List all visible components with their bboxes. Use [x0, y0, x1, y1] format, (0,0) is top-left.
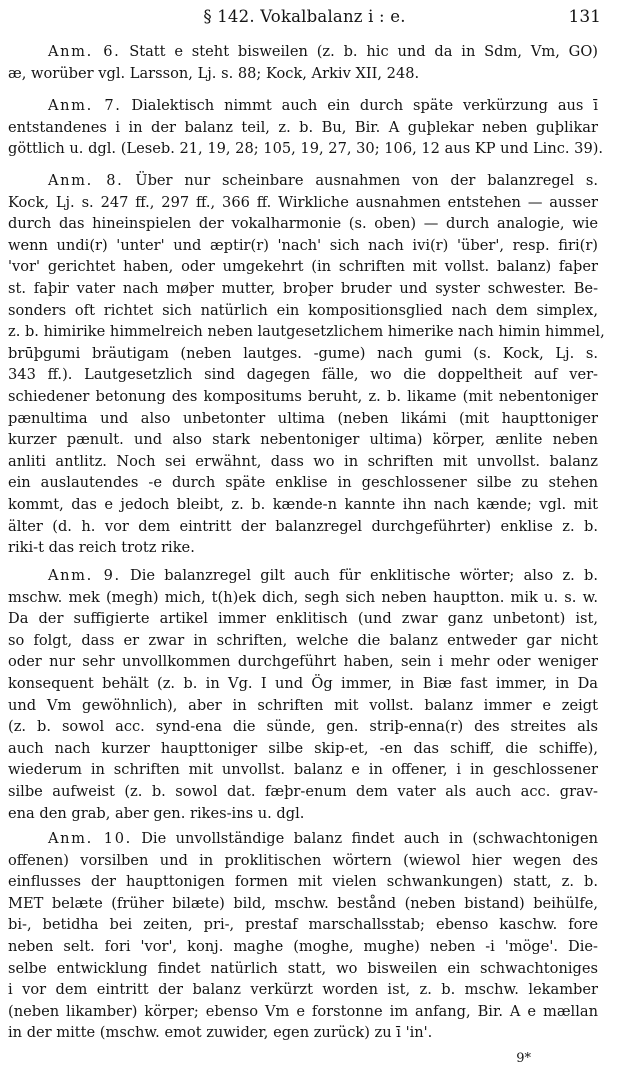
note-label: Anm. 9. [48, 567, 121, 584]
section-title: § 142. Vokalbalanz i : e. [203, 7, 406, 26]
note-line: älter (d. h. vor dem eintritt der balanzregel durchgeführter) enklise z. b. [8, 517, 598, 535]
note-line: Da der suffigierte artikel immer enklitisch (und zwar ganz unbetont) ist, [8, 610, 598, 628]
note-anm-7 [8, 95, 604, 160]
note-line: 343 ff.). Lautgesetzlich sind dagegen fälle, wo die doppeltheit auf ver- [8, 366, 598, 384]
note-line [8, 95, 598, 117]
signature-mark: 9* [516, 1051, 531, 1066]
note-line: wiederum in schriften mit unvollst. balanz e in offener, i in geschlossener [8, 761, 598, 779]
note-line: æ, worüber vgl. Larsson, Lj. s. 88; Kock, Arkiv XII, 248. [8, 64, 420, 82]
note-line: in der mitte (mschw. emot zuwider, egen zurück) zu ī 'in'. [8, 1024, 433, 1042]
note-line: (neben likamber) körper; ebenso Vm e forstonne im anfang, Bir. A e mællan [8, 1002, 598, 1020]
note-line: ein auslautendes -e durch späte enklise in geschlossener silbe zu stehen [8, 474, 598, 492]
running-head [8, 4, 601, 30]
note-line [8, 41, 598, 63]
note-anm-8 [8, 170, 605, 559]
page-number: 131 [568, 7, 601, 27]
note-line: pænultima und also unbetonter ultima (neben likámi (mit haupttoniger [8, 409, 598, 427]
note-line: selbe entwicklung findet natürlich statt, wo bisweilen ein schwachtoniges [8, 959, 598, 977]
note-label: Anm. 10. [48, 830, 132, 847]
note-line: oder nur sehr unvollkommen durchgeführt haben, sein i mehr oder weniger [8, 653, 598, 671]
note-line: riki-t das reich trotz rike. [8, 539, 195, 557]
note-line: i vor dem eintritt der balanz verkürzt worden ist, z. b. mschw. lekamber [8, 981, 598, 999]
note-line: und Vm gewöhnlich), aber in schriften mit vollst. balanz immer e zeigt [8, 696, 598, 714]
note-line: auch nach kurzer haupttoniger silbe skip-et, -en das schiff, die schiffe), [8, 739, 598, 757]
note-line: ena den grab, aber gen. rikes-ins u. dgl. [8, 804, 305, 822]
note-anm-10 [8, 828, 598, 1044]
note-line: schiedener betonung des kompositums beruht, z. b. likame (mit nebentoniger [8, 387, 598, 405]
note-line: einflusses der haupttonigen formen mit vielen schwankungen) statt, z. b. [8, 873, 598, 891]
note-line: göttlich u. dgl. (Leseb. 21, 19, 28; 105, 19, 27, 30; 106, 12 aus KP und Linc. 39). [8, 140, 604, 158]
note-line: silbe aufweist (z. b. sowol dat. fæþr-enum dem vater als auch acc. grav- [8, 782, 598, 800]
note-text: Die balanzregel gilt auch für enklitische wörter; also z. b. [130, 567, 598, 584]
note-line: kurzer pænult. und also stark nebentoniger ultima) körper, ænlite neben [8, 431, 598, 449]
note-line: 'vor' gerichtet haben, oder umgekehrt (in schriften mit vollst. balanz) faþer [8, 258, 598, 276]
note-label: Anm. 7. [48, 97, 122, 114]
note-text: Statt e steht bisweilen (z. b. hic und da in Sdm, Vm, GO) [129, 43, 598, 60]
note-anm-9 [8, 565, 598, 824]
note-line: st. faþir vater nach møþer mutter, broþer bruder und syster schwester. Be- [8, 279, 598, 297]
note-line: so folgt, dass er zwar in schriften, welche die balanz entweder gar nicht [8, 631, 598, 649]
note-text: Dialektisch nimmt auch ein durch späte verkürzung aus ī [131, 97, 599, 114]
note-line: neben selt. fori 'vor', konj. maghe (moghe, mughe) neben -i 'möge'. Die- [8, 937, 598, 955]
note-line: z. b. himirike himmelreich neben lautgesetzlichem himerike nach himin himmel, [8, 323, 605, 341]
note-line: bi-, betidha bei zeiten, pri-, prestaf marschallsstab; ebenso kaschw. fore [8, 916, 598, 934]
note-line: anliti antlitz. Noch sei erwähnt, dass wo in schriften mit unvollst. balanz [8, 452, 598, 470]
note-line: entstandenes i in der balanz teil, z. b. Bu, Bir. A guþlekar neben guþlikar [8, 118, 598, 136]
note-line: MET belæte (früher bilæte) bild, mschw. bestånd (neben bistand) beihülfe, [8, 894, 598, 912]
note-line: offenen) vorsilben und in proklitischen wörtern (wiewol hier wegen des [8, 851, 598, 869]
note-line: (z. b. sowol acc. synd-ena die sünde, gen. striþ-enna(r) des streites als [8, 718, 598, 736]
note-anm-6 [8, 41, 598, 84]
note-label: Anm. 6. [48, 43, 121, 60]
note-line: mschw. mek (megh) mich, t(h)ek dich, segh sich neben hauptton. mik u. s. w. [8, 588, 598, 606]
note-line: durch das hineinspielen der vokalharmonie (s. oben) — durch analogie, wie [8, 215, 598, 233]
note-line [8, 565, 598, 587]
note-line: sonders oft richtet sich natürlich ein kompositionsglied nach dem simplex, [8, 301, 598, 319]
note-line: Kock, Lj. s. 247 ff., 297 ff., 366 ff. Wirkliche ausnahmen entstehen — ausser [8, 193, 598, 211]
note-line: konsequent behält (z. b. in Vg. I und Ög immer, in Biæ fast immer, in Da [8, 674, 598, 692]
note-line [8, 828, 598, 850]
note-line: kommt, das e jedoch bleibt, z. b. kænde-n kannte ihn nach kænde; vgl. mit [8, 495, 598, 513]
note-line: brūþgumi bräutigam (neben lautges. -gume) nach gumi (s. Kock, Lj. s. [8, 344, 598, 362]
note-text: Über nur scheinbare ausnahmen von der balanzregel s. [135, 172, 599, 189]
note-label: Anm. 8. [48, 172, 124, 189]
note-line: wenn undi(r) 'unter' und æptir(r) 'nach' sich nach ivi(r) 'über', resp. firi(r) [8, 236, 598, 254]
note-text: Die unvollständige balanz findet auch in (schwachtonigen [141, 830, 598, 847]
note-line [8, 170, 598, 192]
